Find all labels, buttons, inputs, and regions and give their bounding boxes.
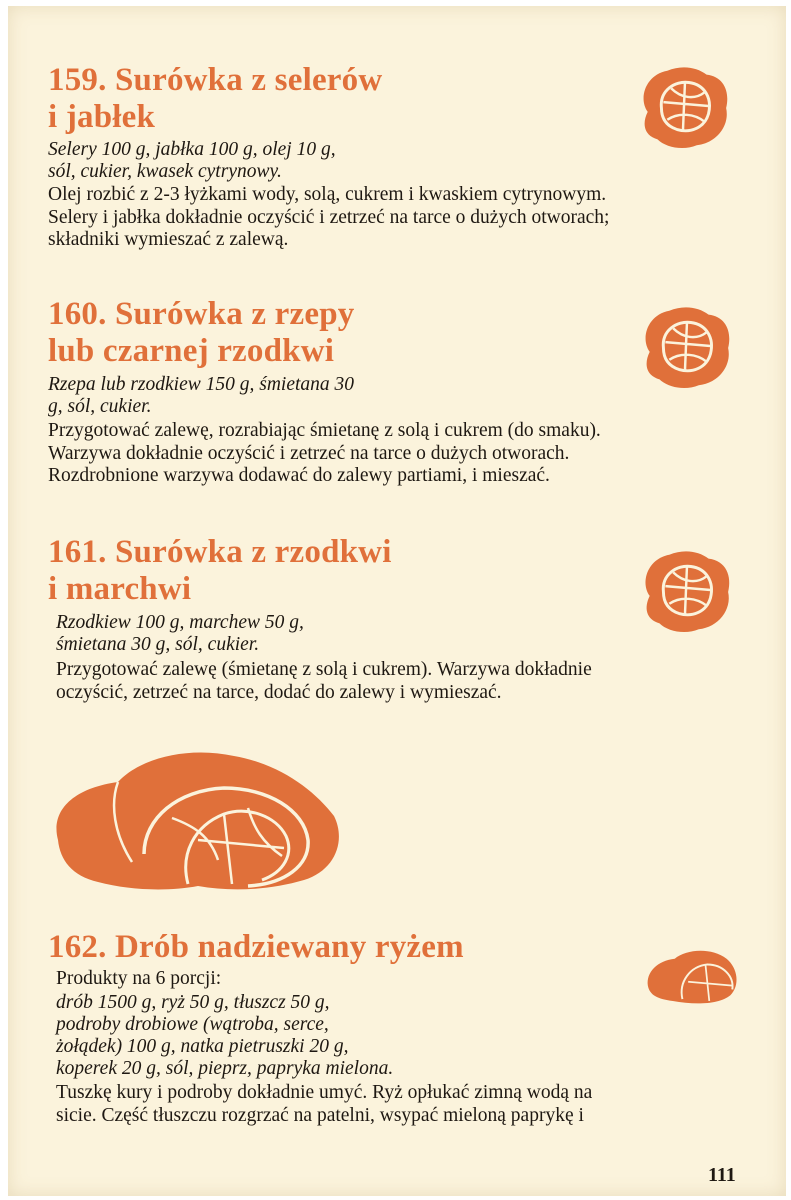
recipe-160-ingredients: Rzepa lub rzodkiew 150 g, śmietana 30 g, sól, cukier. xyxy=(48,374,355,417)
recipe-161-ingredients: Rzodkiew 100 g, marchew 50 g, śmietana 30 g, sól, cukier. xyxy=(56,612,304,655)
recipe-162-portion: Produkty na 6 porcji: xyxy=(56,968,222,989)
book-page xyxy=(8,6,786,1196)
roast-icon xyxy=(48,744,348,894)
recipe-162-method: Tuszkę kury i podroby dokładnie umyć. Ryż opłukać zimną wodą na sicie. Część tłuszczu rozgrzać na patelni, wsypać mieloną paprykę i xyxy=(56,1082,593,1126)
recipe-160-title: 160. Surówka z rzepy lub czarnej rzodkwi xyxy=(48,296,355,369)
recipe-159-method: Olej rozbić z 2-3 łyżkami wody, solą, cukrem i kwaskiem cytrynowym. Selery i jabłka dokładnie oczyścić i zetrzeć na tarce o dużych otworach; składniki wymieszać z zalewą. xyxy=(48,184,610,250)
page-number: 111 xyxy=(708,1164,736,1186)
recipe-159-title: 159. Surówka z selerów i jabłek xyxy=(48,62,383,135)
recipe-162-title: 162. Drób nadziewany ryżem xyxy=(48,929,464,965)
recipe-161-method: Przygotować zalewę (śmietanę z solą i cukrem). Warzywa dokładnie oczyścić, zetrzeć na tarce, dodać do zalewy i wymieszać. xyxy=(56,659,592,703)
roast-icon xyxy=(644,946,740,1006)
meat-cut-icon xyxy=(636,302,734,392)
recipe-161-title: 161. Surówka z rzodkwi i marchwi xyxy=(48,534,392,607)
meat-cut-icon xyxy=(636,546,734,636)
recipe-160-method: Przygotować zalewę, rozrabiając śmietanę z solą i cukrem (do smaku). Warzywa dokładnie oczyścić i zetrzeć na tarce o dużych otworach. Rozdrobnione warzywa dodawać do zalewy partiami, i mieszać. xyxy=(48,420,601,486)
recipe-162-ingredients: drób 1500 g, ryż 50 g, tłuszcz 50 g, podroby drobiowe (wątroba, serce, żołądek) 100 g, natka pietruszki 20 g, koperek 20 g, sól, pieprz, papryka mielona. xyxy=(56,992,394,1079)
meat-cut-icon xyxy=(634,62,732,152)
recipe-159-ingredients: Selery 100 g, jabłka 100 g, olej 10 g, sól, cukier, kwasek cytrynowy. xyxy=(48,139,336,182)
